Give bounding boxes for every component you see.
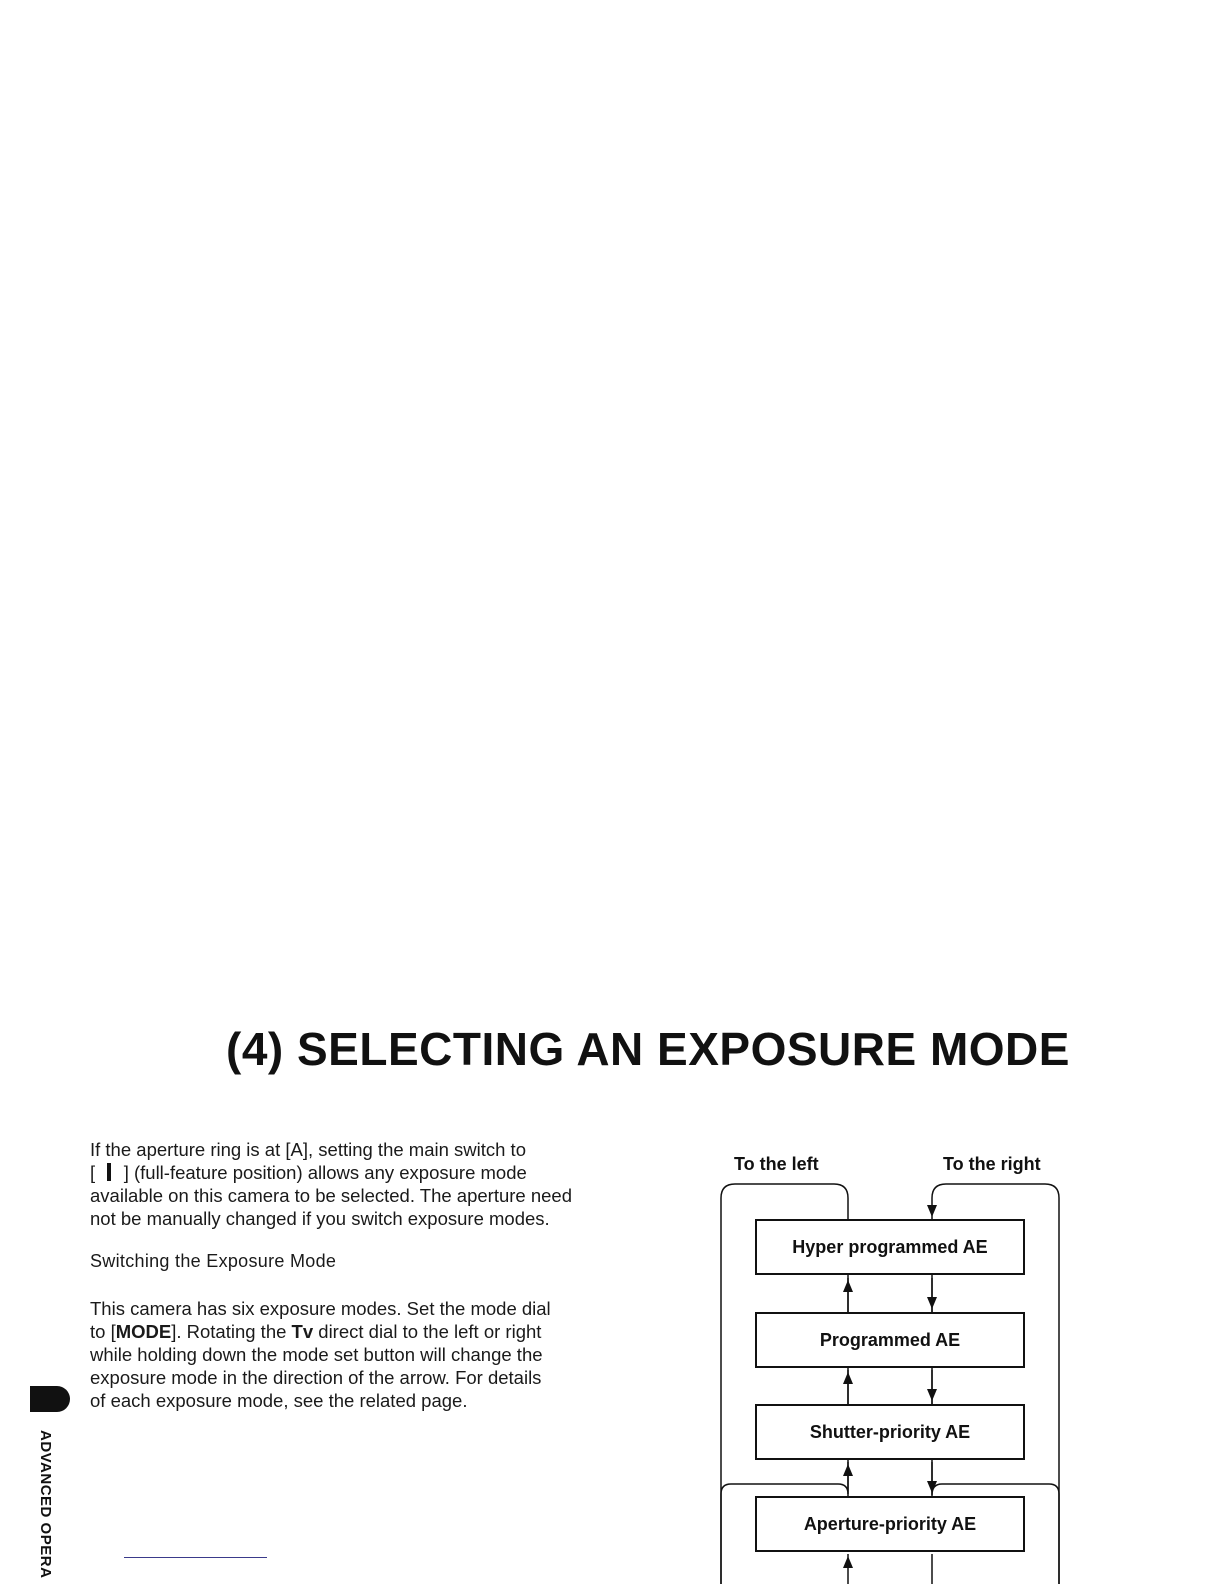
footer-rule	[124, 1557, 267, 1558]
arrow-down-into-box-1	[927, 1205, 937, 1217]
page-title: (4) SELECTING AN EXPOSURE MODE	[226, 1023, 1070, 1075]
side-tab-label: ADVANCED OPERA	[37, 1430, 54, 1579]
tv-keyword: Tv	[291, 1321, 314, 1342]
arrow-up-out-box-3	[843, 1372, 853, 1384]
bracket-open: [	[90, 1162, 96, 1183]
body-line-3: while holding down the mode set button will change the	[90, 1344, 543, 1365]
arrow-up-out-box-5	[843, 1556, 853, 1568]
mode-box-programmed-ae: Programmed AE	[755, 1312, 1025, 1368]
body-line-2-c: ]. Rotating the	[171, 1321, 292, 1342]
body-line-2-e: direct dial to the left or right	[313, 1321, 542, 1342]
intro-line-2	[90, 1161, 610, 1184]
mode-box-hyper-programmed-ae: Hyper programmed AE	[755, 1219, 1025, 1275]
arrow-down-into-box-3	[927, 1389, 937, 1401]
mode-box-aperture-priority-ae: Aperture-priority AE	[755, 1496, 1025, 1552]
body-line-5: of each exposure mode, see the related page.	[90, 1390, 468, 1411]
body-paragraph	[90, 1297, 610, 1412]
to-the-right-label: To the right	[943, 1154, 1041, 1174]
mode-keyword: MODE	[115, 1321, 172, 1342]
intro-paragraph	[90, 1138, 610, 1230]
arrow-down-into-box-4	[927, 1481, 937, 1493]
mode-box-shutter-priority-ae: Shutter-priority AE	[755, 1404, 1025, 1460]
section-heading: Switching the Exposure Mode	[90, 1251, 337, 1271]
to-the-left-label: To the left	[734, 1154, 819, 1174]
intro-line-1: If the aperture ring is at [A], setting the main switch to	[90, 1139, 526, 1160]
body-line-2	[90, 1320, 610, 1343]
body-line-2-a: to [	[90, 1321, 116, 1342]
arrow-up-out-box-2	[843, 1280, 853, 1292]
body-line-1: This camera has six exposure modes. Set the mode dial	[90, 1298, 551, 1319]
body-line-4: exposure mode in the direction of the arrow. For details	[90, 1367, 542, 1388]
intro-line-2-rest: ] (full-feature position) allows any exposure mode	[123, 1162, 527, 1183]
intro-line-3: available on this camera to be selected. The aperture need	[90, 1185, 572, 1206]
arrow-down-into-box-2	[927, 1297, 937, 1309]
full-feature-position-icon	[107, 1163, 111, 1181]
intro-line-4: not be manually changed if you switch exposure modes.	[90, 1208, 550, 1229]
arrow-up-out-box-4	[843, 1464, 853, 1476]
section-tab-marker	[30, 1386, 70, 1412]
